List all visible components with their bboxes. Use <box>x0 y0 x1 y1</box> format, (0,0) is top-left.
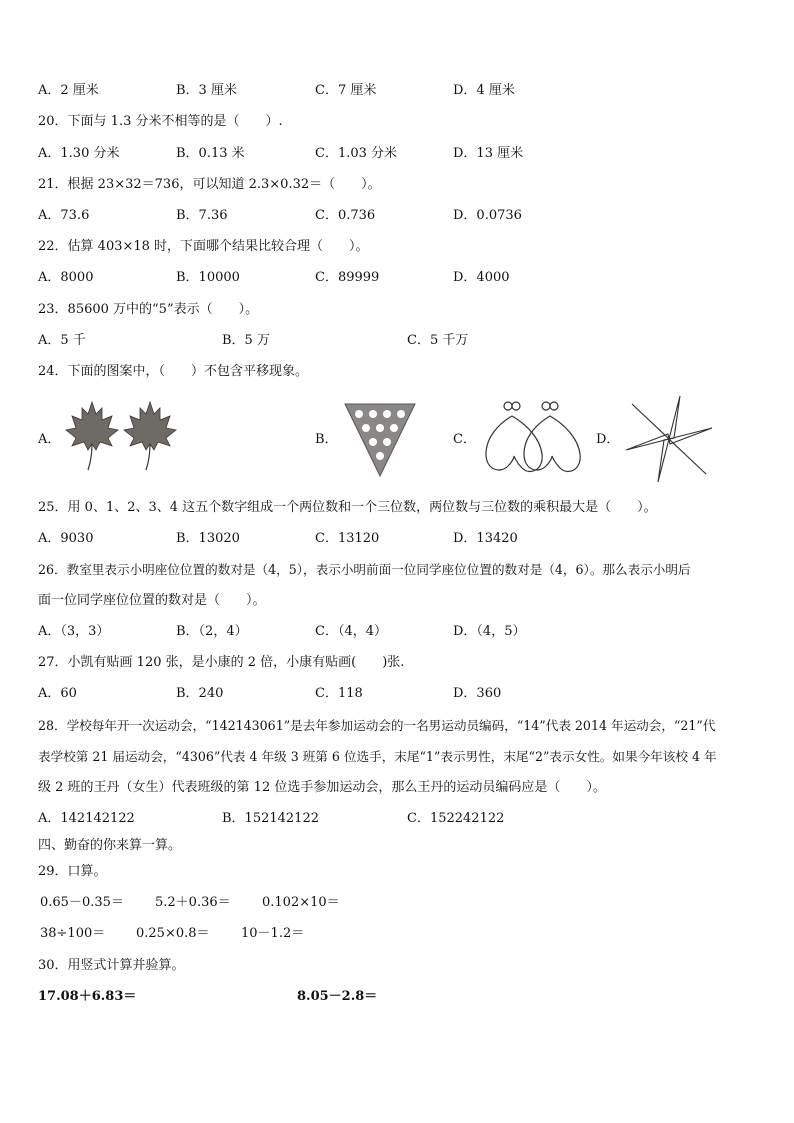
q20-option-d[interactable]: D．13 厘米 <box>453 146 524 161</box>
q23-option-c[interactable]: C．5 千万 <box>407 333 469 348</box>
q24-label-b[interactable]: B． <box>315 432 338 447</box>
section-heading: 四、勤奋的你来算一算。 <box>38 838 182 853</box>
q28-option-a[interactable]: A．142142122 <box>38 811 135 826</box>
heart-shape-left <box>486 416 542 472</box>
q20-stem: 20．下面与 1.3 分米不相等的是（ ）. <box>38 114 283 129</box>
q22-option-d[interactable]: D．4000 <box>453 270 510 285</box>
triangle-flowers-figure[interactable] <box>343 402 417 478</box>
q21-option-b[interactable]: B．7.36 <box>176 208 228 223</box>
q20-option-b[interactable]: B．0.13 米 <box>176 146 245 161</box>
maple-leaf-right <box>124 402 176 450</box>
q27-stem: 27．小凯有贴画 120 张，是小康的 2 倍，小康有贴画( )张. <box>38 655 405 670</box>
q27-option-c[interactable]: C．118 <box>315 686 363 701</box>
q20-option-a[interactable]: A．1.30 分米 <box>38 146 120 161</box>
q26-option-b[interactable]: B．（2，4） <box>176 624 248 639</box>
q25-option-a[interactable]: A．9030 <box>38 531 94 546</box>
q26-stem-line2: 面一位同学座位位置的数对是（ ）。 <box>38 593 266 608</box>
q19-option-d[interactable]: D．4 厘米 <box>453 83 515 98</box>
q27-option-a[interactable]: A．60 <box>38 686 77 701</box>
q28-option-c[interactable]: C．152242122 <box>407 811 505 826</box>
q28-stem-line1: 28．学校每年开一次运动会，“142143061”是去年参加运动会的一名男运动员编码，“14”代表 2014 年运动会，“21”代 <box>38 718 716 733</box>
q22-option-b[interactable]: B．10000 <box>176 270 240 285</box>
q24-label-a[interactable]: A． <box>38 432 61 447</box>
q19-option-c[interactable]: C．7 厘米 <box>315 83 377 98</box>
q29-item: 0.65－0.35＝ <box>40 895 124 910</box>
q29-stem: 29．口算。 <box>38 864 107 879</box>
q23-option-a[interactable]: A．5 千 <box>38 333 86 348</box>
q28-option-b[interactable]: B．152142122 <box>222 811 319 826</box>
q25-stem: 25．用 0、1、2、3、4 这五个数字组成一个两位数和一个三位数，两位数与三位数的乘积最大是（ ）。 <box>38 500 657 515</box>
q21-option-d[interactable]: D．0.0736 <box>453 208 522 223</box>
q20-option-c[interactable]: C．1.03 分米 <box>315 146 398 161</box>
q22-option-c[interactable]: C．89999 <box>315 270 380 285</box>
q28-stem-line2: 表学校第 21 届运动会，“4306”代表 4 年级 3 班第 6 位选手，末尾“1”表示男性，末尾“2”表示女性。如果今年该校 4 年 <box>38 749 717 764</box>
maple-leaves-figure[interactable] <box>62 398 182 474</box>
pinwheel-figure[interactable] <box>624 394 714 484</box>
pinwheel-blades <box>626 396 712 482</box>
q26-option-a[interactable]: A．（3，3） <box>38 624 110 639</box>
q23-stem: 23．85600 万中的“5”表示（ ）。 <box>38 302 259 317</box>
q30-stem: 30．用竖式计算并验算。 <box>38 958 185 973</box>
q24-label-c[interactable]: C． <box>453 432 476 447</box>
q30-item: 17.08＋6.83＝ <box>38 989 137 1004</box>
q21-stem: 21．根据 23×32＝736，可以知道 2.3×0.32＝（ ）。 <box>38 177 381 192</box>
q25-option-d[interactable]: D．13420 <box>453 531 518 546</box>
heart-shape-right <box>524 416 580 472</box>
q19-option-a[interactable]: A．2 厘米 <box>38 83 99 98</box>
q26-option-c[interactable]: C．（4，4） <box>315 624 387 639</box>
q19-option-b[interactable]: B．3 厘米 <box>176 83 237 98</box>
maple-leaf-left <box>66 402 118 450</box>
q21-option-a[interactable]: A．73.6 <box>38 208 90 223</box>
q28-stem-line3: 级 2 班的王丹（女生）代表班级的第 12 位选手参加运动会，那么王丹的运动员编码应是（ ）。 <box>38 780 606 795</box>
q29-item: 5.2＋0.36＝ <box>155 895 231 910</box>
q30-item: 8.05－2.8＝ <box>297 989 378 1004</box>
q22-stem: 22．估算 403×18 时，下面哪个结果比较合理（ ）。 <box>38 239 369 254</box>
q22-option-a[interactable]: A．8000 <box>38 270 94 285</box>
hearts-figure[interactable] <box>478 398 584 478</box>
q25-option-b[interactable]: B．13020 <box>176 531 240 546</box>
q29-item: 0.25×0.8＝ <box>136 926 210 941</box>
q24-stem: 24．下面的图案中，（ ）不包含平移现象。 <box>38 364 309 379</box>
q26-stem-line1: 26．教室里表示小明座位位置的数对是（4，5），表示小明前面一位同学座位位置的数对是（4，6）。那么表示小明后 <box>38 562 691 577</box>
q23-option-b[interactable]: B．5 万 <box>222 333 270 348</box>
q27-option-d[interactable]: D．360 <box>453 686 502 701</box>
q24-label-d[interactable]: D． <box>596 432 620 447</box>
q21-option-c[interactable]: C．0.736 <box>315 208 376 223</box>
q27-option-b[interactable]: B．240 <box>176 686 224 701</box>
q29-item: 10－1.2＝ <box>241 926 305 941</box>
q29-item: 0.102×10＝ <box>262 895 340 910</box>
q29-item: 38÷100＝ <box>40 926 106 941</box>
q26-option-d[interactable]: D．（4，5） <box>453 624 526 639</box>
q25-option-c[interactable]: C．13120 <box>315 531 380 546</box>
